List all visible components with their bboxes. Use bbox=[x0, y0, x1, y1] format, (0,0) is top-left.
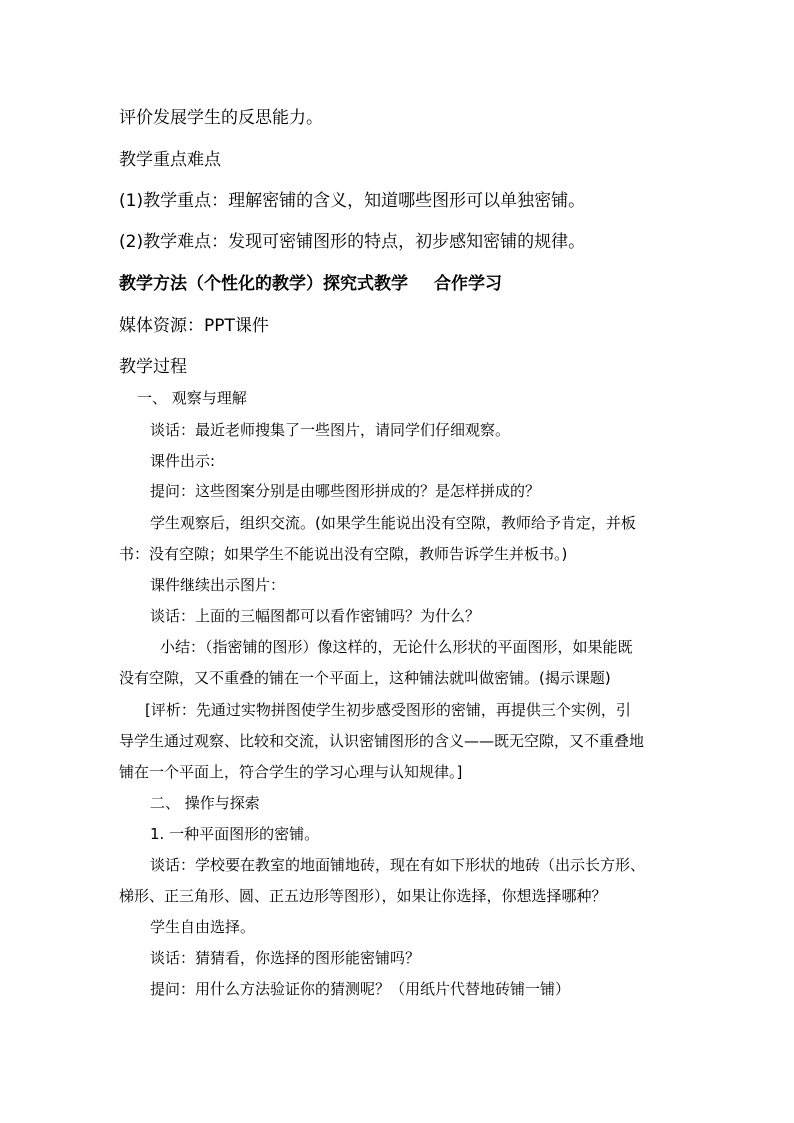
paragraph: 提问：用什么方法验证你的猜测呢？（用纸片代替地砖铺一铺） bbox=[150, 980, 571, 998]
paragraph: (2)教学难点：发现可密铺图形的特点，初步感知密铺的规律。 bbox=[119, 232, 586, 252]
paragraph: 媒体资源：PPT课件 bbox=[119, 316, 269, 336]
paragraph: 评价发展学生的反思能力。 bbox=[119, 108, 323, 128]
paragraph: 书：没有空隙；如果学生不能说出没有空隙，教师告诉学生并板书。) bbox=[119, 545, 568, 563]
teaching-method: 教学方法（个性化的教学）探究式教学 bbox=[119, 274, 408, 294]
section-heading bbox=[119, 274, 502, 294]
paragraph: 谈话：学校要在教室的地面铺地砖，现在有如下形状的地砖（出示长方形、 bbox=[150, 856, 646, 874]
paragraph: 没有空隙，又不重叠的铺在一个平面上，这种铺法就叫做密铺。(揭示课题) bbox=[119, 669, 611, 687]
subsection-heading: 二、 操作与探索 bbox=[150, 794, 260, 812]
section-heading: 教学重点难点 bbox=[119, 150, 221, 170]
section-heading: 教学过程 bbox=[119, 357, 187, 377]
paragraph: 导学生通过观察、比较和交流，认识密铺图形的含义——既无空隙，又不重叠地 bbox=[119, 732, 645, 750]
paragraph: 梯形、正三角形、圆、正五边形等图形），如果让你选择，你想选择哪种？ bbox=[119, 887, 607, 905]
paragraph: 1. 一种平面图形的密铺。 bbox=[150, 825, 320, 843]
paragraph: 课件出示: bbox=[150, 452, 216, 470]
paragraph: 谈话：猜猜看，你选择的图形能密铺吗？ bbox=[150, 949, 421, 967]
paragraph: [评析：先通过实物拼图使学生初步感受图形的密铺，再提供三个实例，引 bbox=[145, 701, 631, 719]
paragraph: 铺在一个平面上，符合学生的学习心理与认知规律。] bbox=[119, 763, 463, 781]
paragraph: (1)教学重点：理解密铺的含义，知道哪些图形可以单独密铺。 bbox=[119, 191, 586, 211]
paragraph: 学生自由选择。 bbox=[150, 918, 256, 936]
paragraph: 谈话：上面的三幅图都可以看作密铺吗？为什么？ bbox=[150, 607, 481, 625]
paragraph: 谈话：最近老师搜集了一些图片，请同学们仔细观察。 bbox=[150, 421, 511, 439]
teaching-method-extra: 合作学习 bbox=[434, 274, 502, 294]
paragraph: 提问：这些图案分别是由哪些图形拼成的？是怎样拼成的？ bbox=[150, 482, 541, 500]
paragraph: 小结：（指密铺的图形）像这样的，无论什么形状的平面图形，如果能既 bbox=[160, 638, 633, 656]
subsection-heading: 一、 观察与理解 bbox=[137, 389, 247, 407]
paragraph: 课件继续出示图片： bbox=[150, 576, 286, 594]
paragraph: 学生观察后，组织交流。(如果学生能说出没有空隙，教师给予肯定，并板 bbox=[150, 514, 636, 532]
